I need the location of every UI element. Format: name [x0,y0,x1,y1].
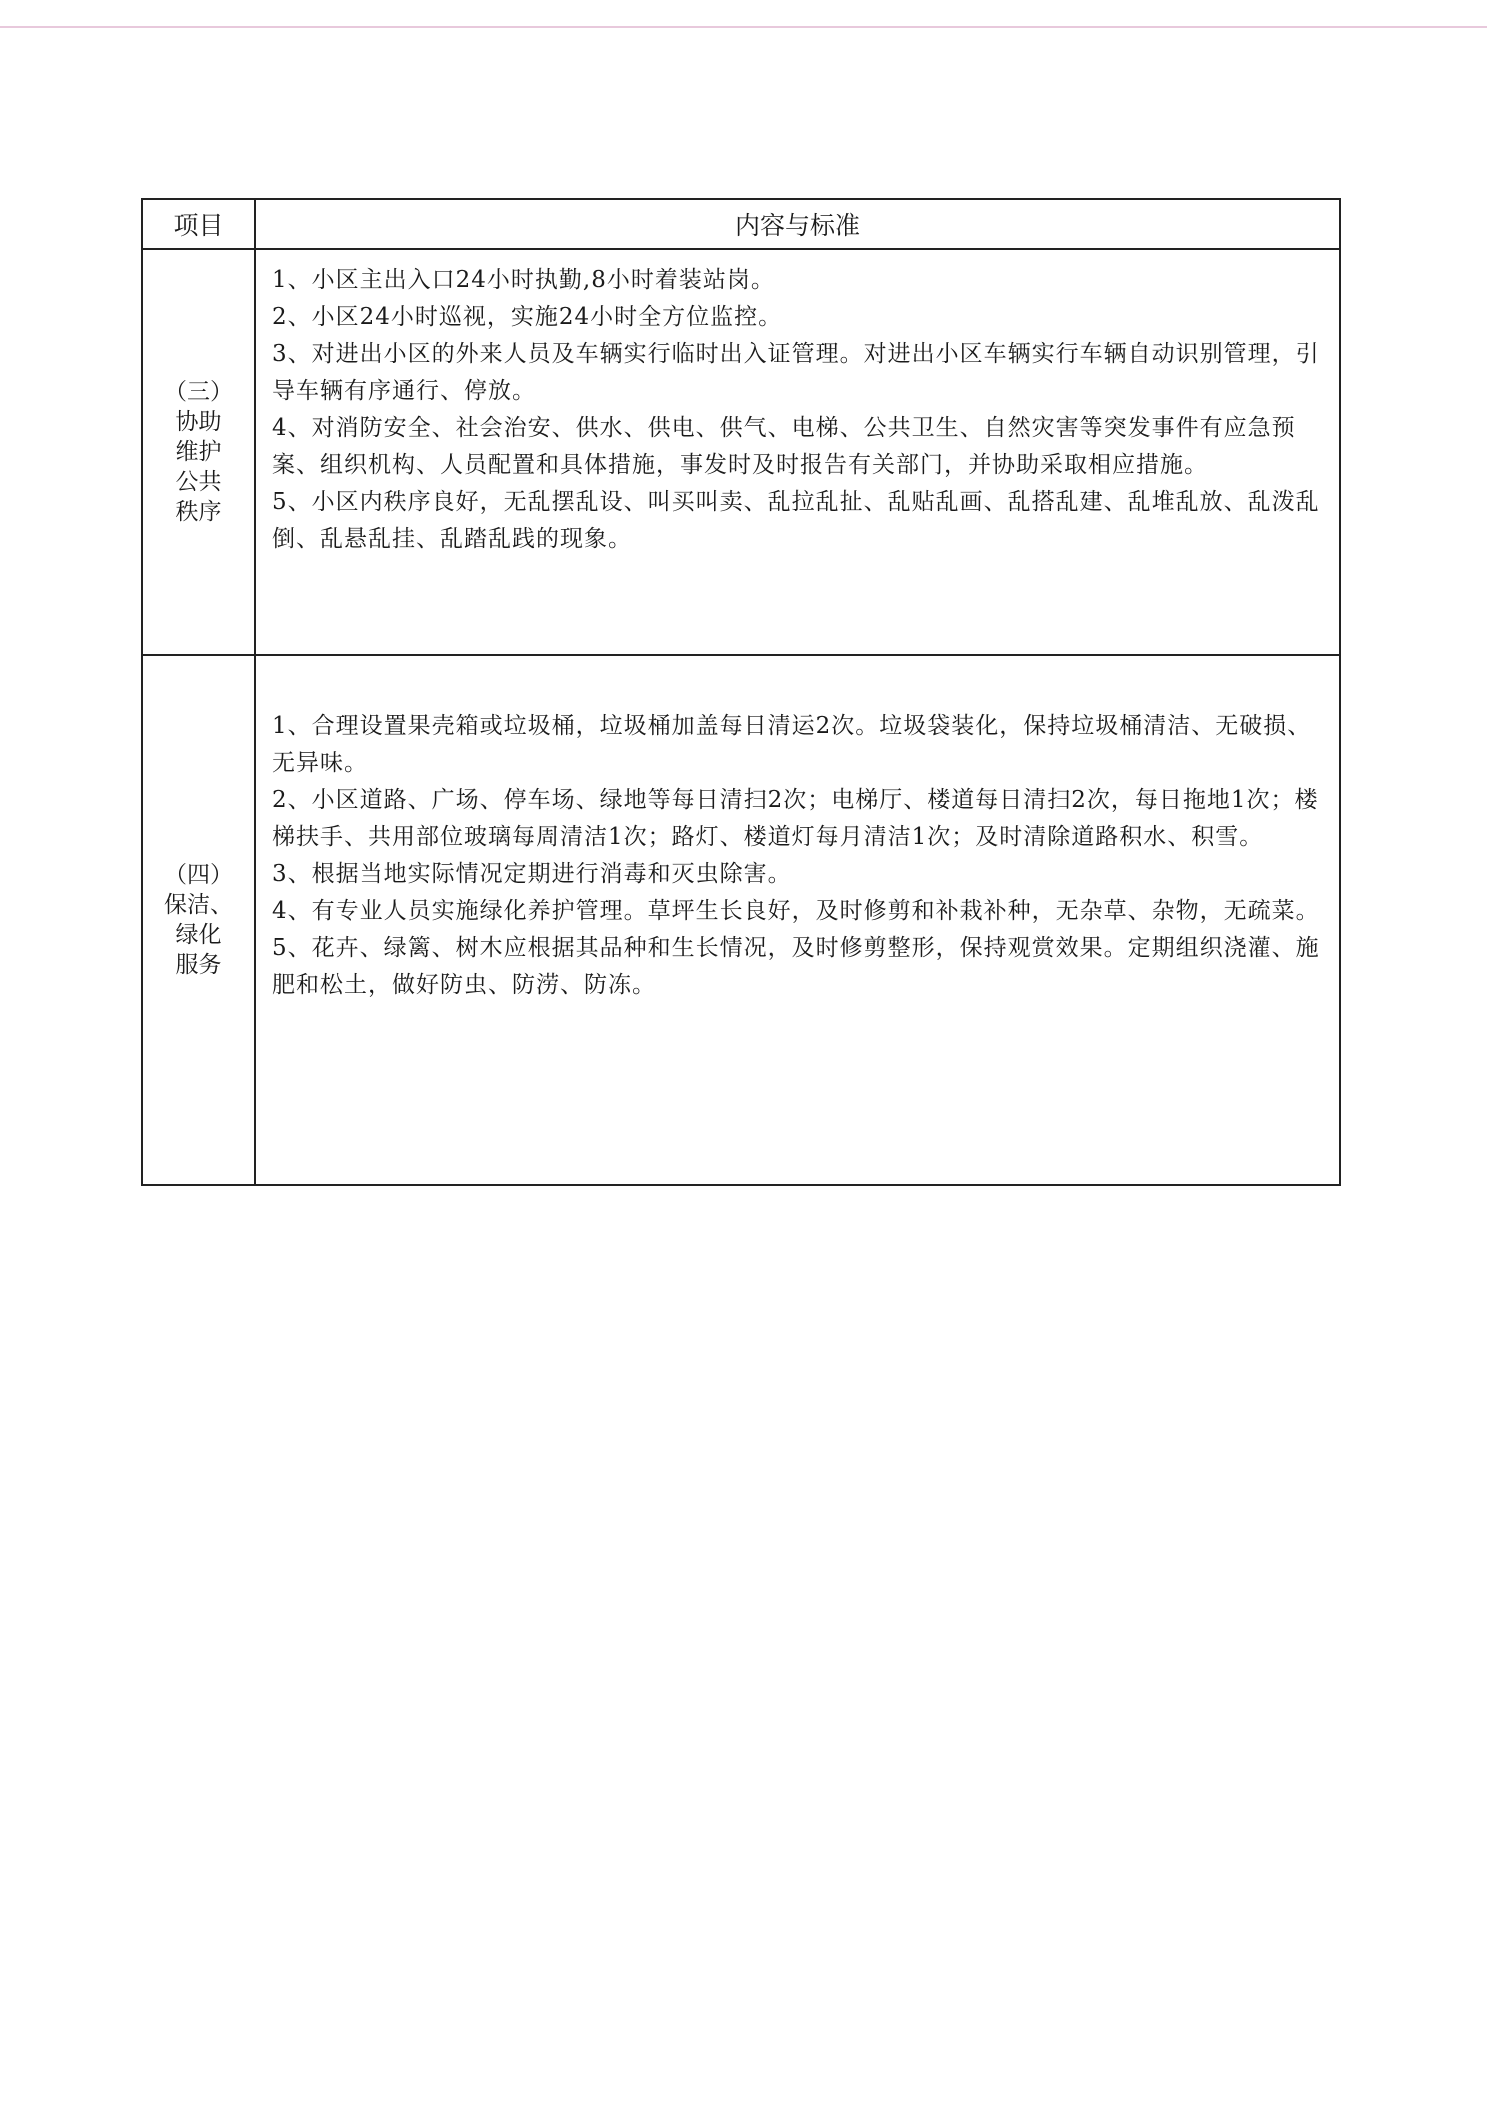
content-cell [255,655,1340,1185]
category-line: 公共 [175,469,222,495]
page-top-rule [0,26,1487,28]
list-item: 5、小区内秩序良好，无乱摆乱设、叫买叫卖、乱拉乱扯、乱贴乱画、乱搭乱建、乱堆乱放、乱泼乱倒、乱悬乱挂、乱踏乱践的现象。 [272,489,1320,552]
category-line: 维护 [175,439,222,465]
list-item: 1、小区主出入口24小时执勤,8小时着装站岗。 [272,267,775,293]
list-item: 5、花卉、绿篱、树木应根据其品种和生长情况，及时修剪整形，保持观赏效果。定期组织浇灌、施肥和松土，做好防虫、防涝、防冻。 [272,935,1320,998]
category-cell [142,655,255,1185]
content-cell [255,249,1340,655]
category-line: （三） [164,379,233,405]
table-row [142,249,1340,655]
list-item: 4、对消防安全、社会治安、供水、供电、供气、电梯、公共卫生、自然灾害等突发事件有应急预案、组织机构、人员配置和具体措施，事发时及时报告有关部门，并协助采取相应措施。 [272,415,1296,478]
table-header-row [142,199,1340,249]
standards-table [141,198,1341,1186]
list-item: 3、对进出小区的外来人员及车辆实行临时出入证管理。对进出小区车辆实行车辆自动识别管理，引导车辆有序通行、停放。 [272,341,1320,404]
list-item: 3、根据当地实际情况定期进行消毒和灭虫除害。 [272,861,792,887]
category-line: 服务 [175,952,222,978]
header-item: 项目 [142,199,255,249]
category-cell [142,249,255,655]
list-item: 2、小区24小时巡视，实施24小时全方位监控。 [272,304,783,330]
category-line: （四） [164,862,233,888]
category-line: 绿化 [175,922,222,948]
table-row [142,655,1340,1185]
list-item: 2、小区道路、广场、停车场、绿地等每日清扫2次；电梯厅、楼道每日清扫2次，每日拖地1次；楼梯扶手、共用部位玻璃每周清洁1次；路灯、楼道灯每月清洁1次；及时清除道路积水、积雪。 [272,787,1319,850]
header-content-standard: 内容与标准 [255,199,1340,249]
list-item: 1、合理设置果壳箱或垃圾桶，垃圾桶加盖每日清运2次。垃圾袋装化，保持垃圾桶清洁、无破损、无异味。 [272,713,1312,776]
category-line: 秩序 [175,499,222,525]
list-item: 4、有专业人员实施绿化养护管理。草坪生长良好，及时修剪和补栽补种，无杂草、杂物，无疏菜。 [272,898,1320,924]
category-line: 协助 [175,409,222,435]
category-line: 保洁、 [164,892,233,918]
